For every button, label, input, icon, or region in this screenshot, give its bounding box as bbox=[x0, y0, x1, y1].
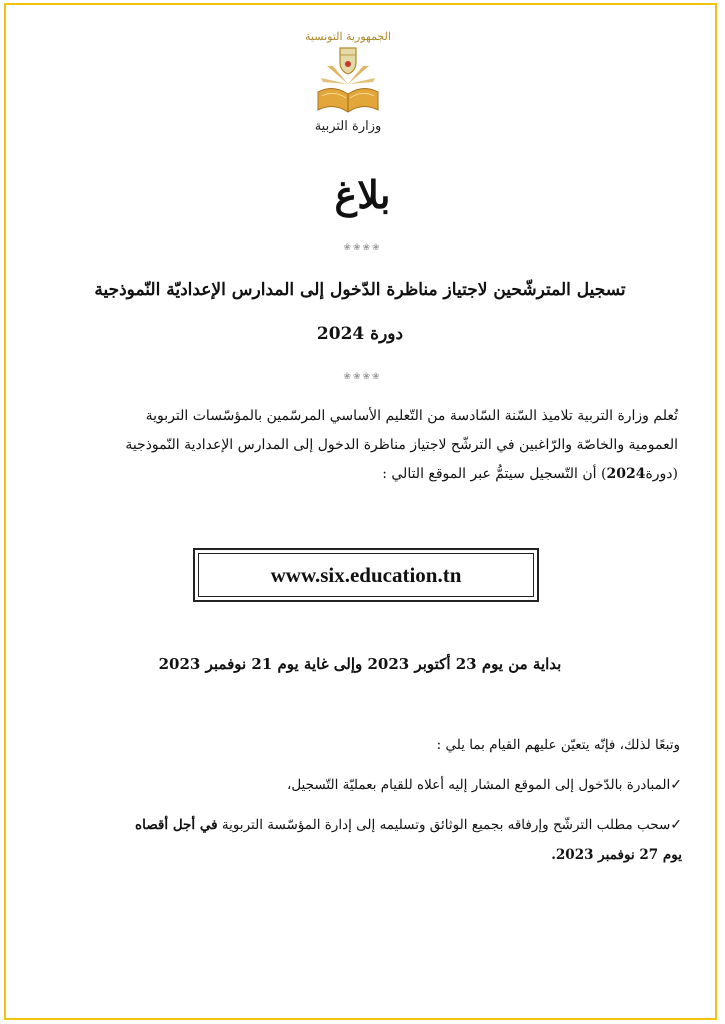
instruction-item bbox=[40, 770, 682, 800]
instructions-intro: وتبعًا لذلك، فإنّه يتعيّن عليهم القيام بما يلي : bbox=[436, 737, 680, 753]
paragraph-text: (دورة bbox=[645, 466, 678, 482]
ministry-logo bbox=[302, 30, 394, 142]
registration-period: بداية من يوم 23 أكتوبر 2023 وإلى غاية يوم 21 نوفمبر 2023 bbox=[158, 655, 562, 673]
ornament-separator: ❀❀❀❀ bbox=[343, 372, 382, 382]
ministry-label: وزارة التربية bbox=[314, 119, 382, 134]
paragraph-text: ) أن التّسجيل سيتمُّ عبر الموقع التالي : bbox=[382, 466, 607, 482]
website-box bbox=[193, 548, 539, 602]
instruction-item bbox=[40, 810, 682, 870]
instruction-text: المبادرة بالدّخول إلى الموقع المشار إليه أعلاه للقيام بعمليّة التّسجيل، bbox=[286, 777, 671, 793]
republic-label: الجمهورية التونسية bbox=[305, 30, 391, 43]
checkmark-icon: ✓ bbox=[670, 777, 682, 793]
notice-heading: تسجيل المترشّحين لاجتياز مناظرة الدّخول إلى المدارس الإعداديّة النّموذجية bbox=[94, 280, 626, 300]
instruction-text: سحب مطلب الترشّح وإرفاقه بجميع الوثائق وتسليمه إلى إدارة المؤسّسة التربوية bbox=[217, 817, 671, 833]
paragraph-line bbox=[42, 460, 678, 489]
website-url[interactable]: www.six.education.tn bbox=[198, 553, 534, 597]
emblem-book-icon bbox=[313, 44, 383, 118]
session-heading: دورة 2024 bbox=[316, 324, 404, 344]
deadline-emphasis: في أجل أقصاه bbox=[135, 817, 218, 833]
paragraph-line: العمومية والخاصّة والرّاغبين في الترشّح لاجتياز مناظرة الدخول إلى المدارس الإعدادية النّموذجية bbox=[125, 437, 678, 453]
ornament-separator: ❀❀❀❀ bbox=[343, 243, 382, 253]
deadline-date: يوم 27 نوفمبر 2023. bbox=[551, 847, 682, 863]
notice-paragraph bbox=[42, 402, 678, 489]
paragraph-line: تُعلم وزارة التربية تلاميذ السّنة السّادسة من التّعليم الأساسي المرسّمين بالمؤسّسات التربوية bbox=[145, 408, 678, 424]
notice-title: بلاغ bbox=[334, 172, 391, 217]
session-year: 2024 bbox=[606, 466, 646, 482]
checkmark-icon: ✓ bbox=[670, 817, 682, 833]
